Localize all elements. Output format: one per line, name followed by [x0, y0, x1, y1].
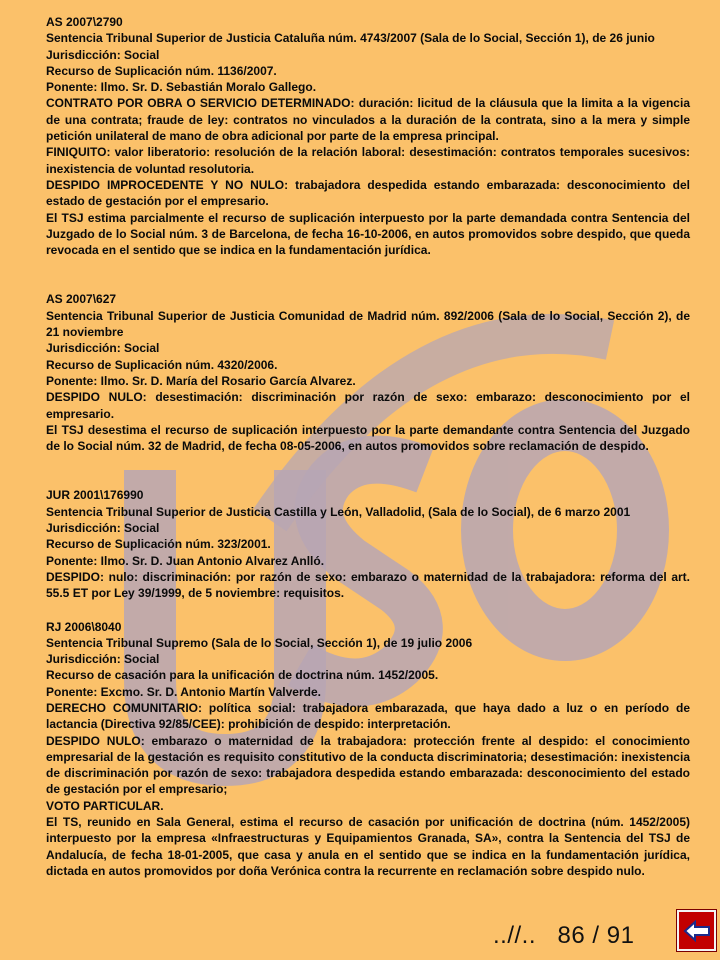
case-summary: DERECHO COMUNITARIO: política social: trabajadora embarazada, que haya dado a luz o en período de lactancia (Directiva 92/85/CEE): prohibición de despido: interpretación.: [46, 700, 690, 732]
case-appeal: Recurso de casación para la unificación de doctrina núm. 1452/2005.: [46, 668, 439, 683]
page-separator: /: [592, 922, 600, 949]
page-current: 86: [557, 922, 586, 949]
case-jurisdiction: Jurisdicción: Social: [46, 341, 160, 356]
case-summary: DESPIDO NULO: embarazo o maternidad de la trabajadora: protección frente al despido: el conocimiento empresarial de la gestación es requisito constitutivo de la conducta discriminatoria; desestimación: inexistencia de discriminación por razón de sexo: trabajadora despedida estando embarazada: desconocimiento del estado de gestación por el empresario;: [46, 733, 690, 797]
case-summary: DESPIDO IMPROCEDENTE Y NO NULO: trabajadora despedida estando embarazada: desconocimiento del estado de gestación por el empresario.: [46, 177, 690, 209]
case-reference: AS 2007\627: [46, 292, 117, 307]
case-court: Sentencia Tribunal Superior de Justicia Castilla y León, Valladolid, (Sala de lo Social), de 6 marzo 2001: [46, 504, 631, 519]
case-judge: Ponente: Excmo. Sr. D. Antonio Martín Valverde.: [46, 684, 321, 699]
page-total: 91: [606, 922, 635, 949]
case-jurisdiction: Jurisdicción: Social: [46, 47, 160, 62]
case-summary: El TS, reunido en Sala General, estima el recurso de casación por unificación de doctrina (núm. 1452/2005) interpuesto por la empresa «Infraestructuras y Equipamientos Granada, SA», contra la Sentencia del TSJ de Andalucía, de fecha 18-01-2005, que casa y anula en el sentido que se indica en la fundamentación jurídica, dictada en autos promovidos por doña Verónica contra la recurrente en reclamación sobre despido nulo.: [46, 815, 690, 878]
continuation-marker: ..//..: [493, 922, 537, 949]
case-court: Sentencia Tribunal Superior de Justicia Cataluña núm. 4743/2007 (Sala de lo Social, Sección 1), de 26 junio: [46, 31, 655, 46]
case-summary: DESPIDO: nulo: discriminación: por razón de sexo: embarazo o maternidad de la trabajadora: reforma del art. 55.5 ET por Ley 39/1999, de 5 noviembre: requisitos.: [46, 569, 690, 601]
case-entry: [46, 291, 690, 454]
page-indicator: [493, 922, 634, 950]
case-court: Sentencia Tribunal Superior de Justicia Comunidad de Madrid núm. 892/2006 (Sala de lo Social, Sección 2), de 21 noviembre: [46, 308, 690, 340]
case-judge: Ponente: Ilmo. Sr. D. Sebastián Moralo Gallego.: [46, 80, 317, 95]
case-judge: Ponente: Ilmo. Sr. D. Juan Antonio Alvarez Anlló.: [46, 553, 325, 568]
case-summary: VOTO PARTICULAR.: [46, 798, 164, 813]
case-appeal: Recurso de Suplicación núm. 4320/2006.: [46, 357, 278, 372]
case-court: Sentencia Tribunal Supremo (Sala de lo Social, Sección 1), de 19 julio 2006: [46, 635, 473, 650]
case-jurisdiction: Jurisdicción: Social: [46, 521, 160, 536]
case-summary: FINIQUITO: valor liberatorio: resolución de la relación laboral: desestimación: contratos temporales sucesivos: inexistencia de voluntad resolutoria.: [46, 145, 690, 176]
case-entry: [46, 487, 690, 601]
case-appeal: Recurso de Suplicación núm. 1136/2007.: [46, 63, 277, 78]
case-summary: El TSJ estima parcialmente el recurso de suplicación interpuesto por la parte demandada contra Sentencia del Juzgado de lo Social núm. 3 de Barcelona, de fecha 16-10-2006, en autos promovidos sobre despido, que queda revocada en el sentido que se indica en la fundamentación jurídica.: [46, 210, 690, 258]
case-reference: JUR 2001\176990: [46, 488, 144, 503]
case-jurisdiction: Jurisdicción: Social: [46, 652, 160, 667]
case-reference: AS 2007\2790: [46, 15, 123, 29]
case-summary: CONTRATO POR OBRA O SERVICIO DETERMINADO: duración: licitud de la cláusula que la limita a la vigencia de una contrata; fraude de ley: contratos no vinculados a la duración de la contrata, sino a la mera y simple petición unilateral de mano de obra adicional por parte de la empresa principal.: [46, 96, 690, 144]
case-entry: [46, 14, 690, 258]
case-summary: El TSJ desestima el recurso de suplicación interpuesto por la parte demandante contra Sentencia del Juzgado de lo Social núm. 32 de Madrid, de fecha 08-05-2006, en autos promovidos sobre reclamación de despido.: [46, 422, 690, 454]
case-entry: [46, 619, 690, 880]
jurisprudence-list: [46, 14, 690, 879]
back-button[interactable]: [677, 910, 716, 951]
case-appeal: Recurso de Suplicación núm. 323/2001.: [46, 537, 271, 552]
case-judge: Ponente: Ilmo. Sr. D. María del Rosario García Alvarez.: [46, 373, 356, 388]
case-reference: RJ 2006\8040: [46, 619, 122, 634]
back-arrow-icon: [682, 916, 712, 946]
case-summary: DESPIDO NULO: desestimación: discriminación por razón de sexo: embarazo: desconocimiento por el empresario.: [46, 390, 690, 421]
